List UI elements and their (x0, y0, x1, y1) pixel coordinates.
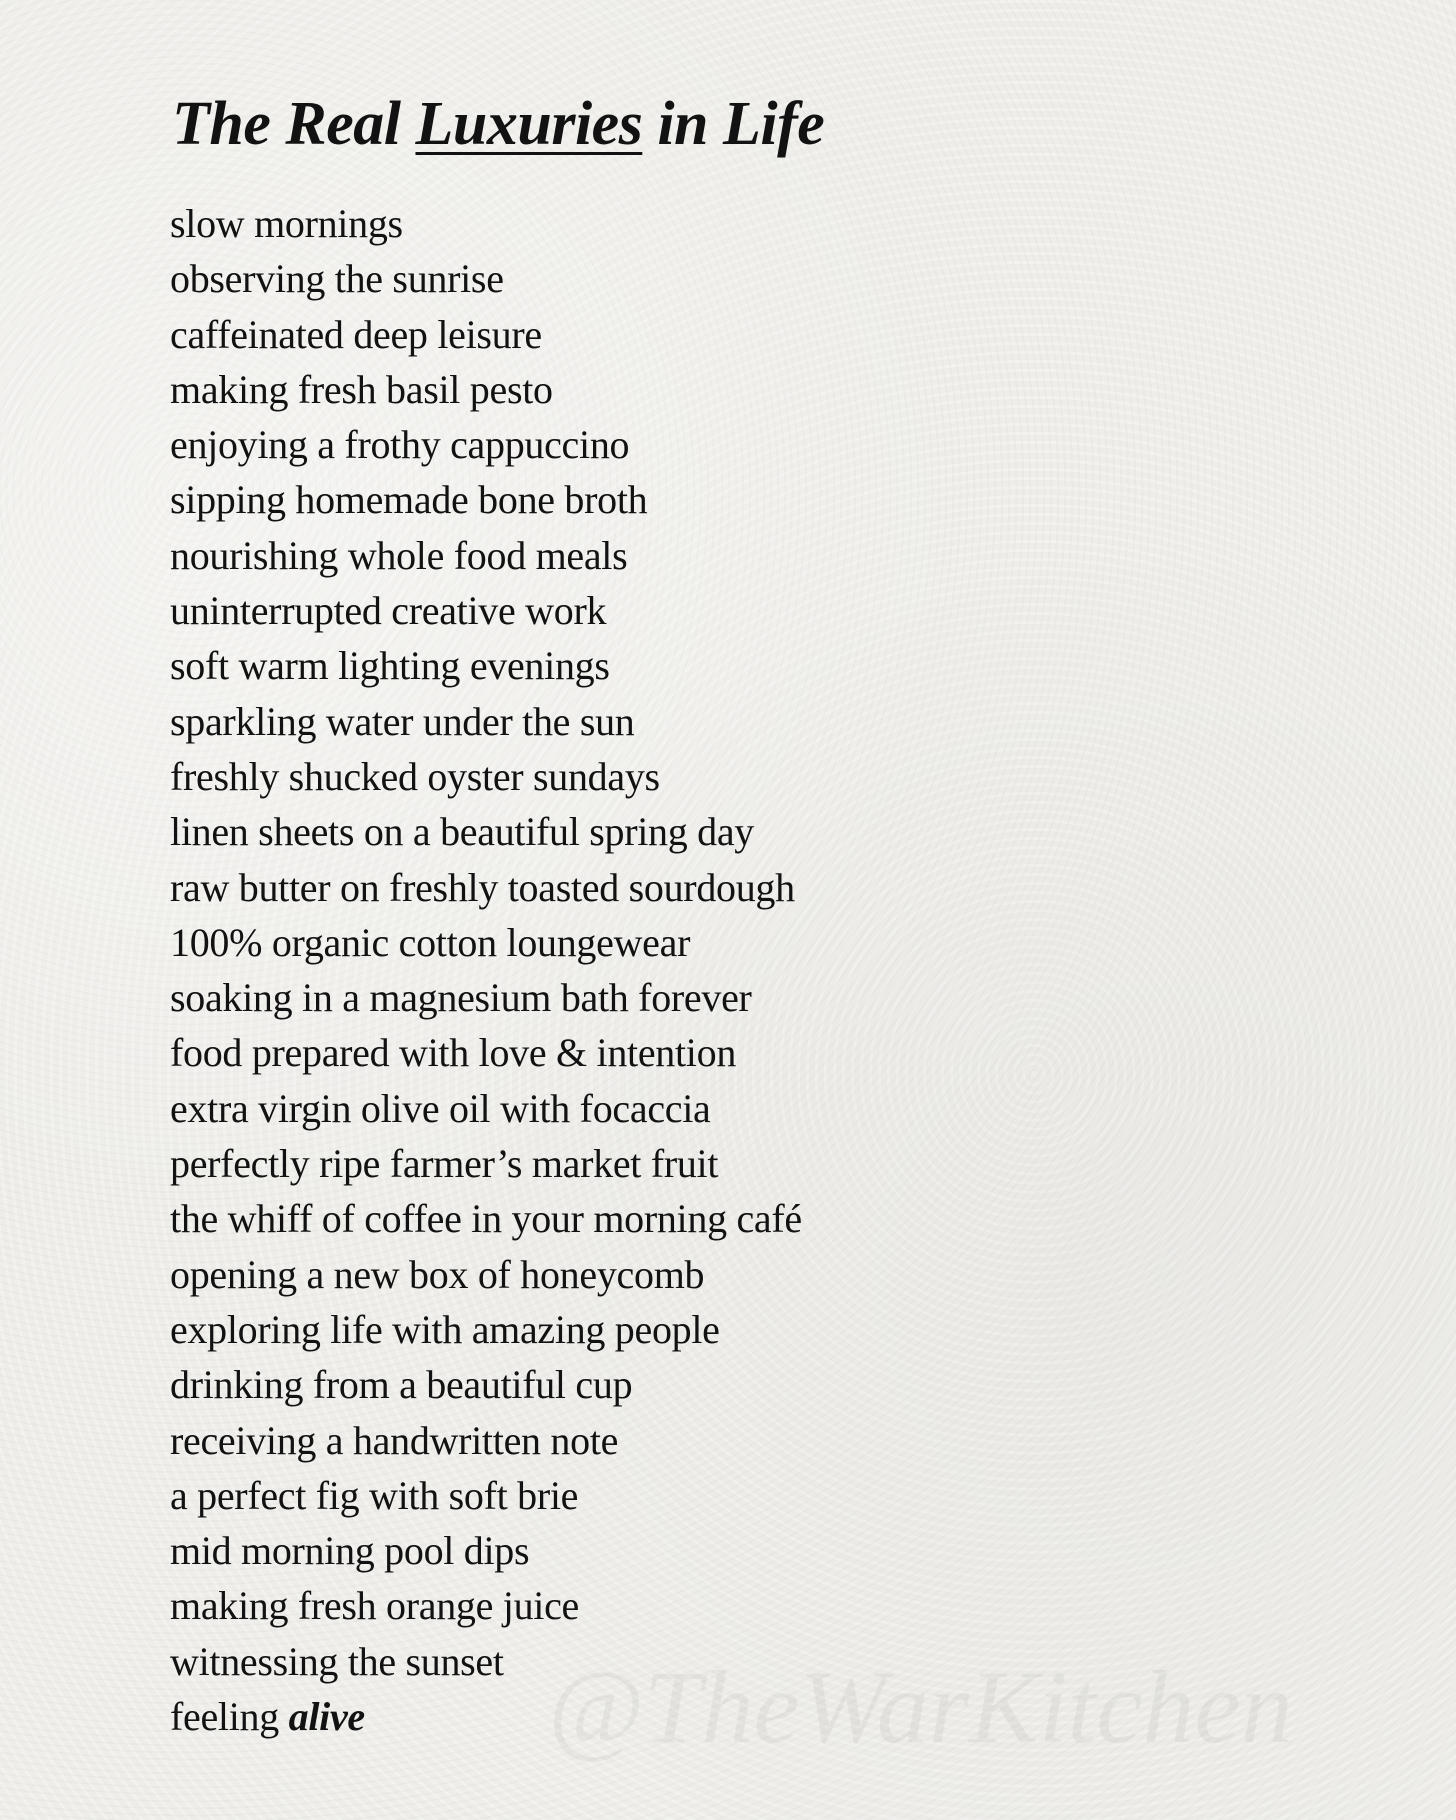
title-end: in Life (642, 90, 825, 158)
title-start: The Real (172, 90, 416, 158)
poem-line: 100% organic cotton loungewear (170, 919, 691, 965)
poem-line: observing the sunrise (170, 256, 504, 302)
poem-line: mid morning pool dips (170, 1528, 530, 1574)
page-title (172, 88, 824, 160)
poem-line: soft warm lighting evenings (170, 643, 610, 689)
poem-line: sparkling water under the sun (170, 698, 635, 744)
poem-line: the whiff of coffee in your morning café (170, 1196, 802, 1242)
poem-line: sipping homemade bone broth (170, 477, 648, 523)
poem-line: making fresh orange juice (170, 1583, 580, 1629)
poem-line: enjoying a frothy cappuccino (170, 422, 630, 468)
poem-line: a perfect fig with soft brie (170, 1472, 579, 1518)
final-line-text: feeling (170, 1694, 289, 1740)
poem-line: receiving a handwritten note (170, 1417, 619, 1463)
poem-line: exploring life with amazing people (170, 1306, 720, 1352)
poem-line: extra virgin olive oil with focaccia (170, 1085, 711, 1131)
poem-line: uninterrupted creative work (170, 588, 607, 634)
poem-list (170, 196, 802, 1744)
poem-line: food prepared with love & intention (170, 1030, 737, 1076)
poem-line: freshly shucked oyster sundays (170, 753, 660, 799)
poem-line: making fresh basil pesto (170, 366, 553, 412)
poem-line: opening a new box of honeycomb (170, 1251, 705, 1297)
final-line-emphasis: alive (288, 1694, 365, 1740)
poem-line: slow mornings (170, 201, 403, 246)
poem-line: raw butter on freshly toasted sourdough (170, 864, 795, 910)
poem-line: nourishing whole food meals (170, 532, 628, 578)
watermark: @TheWarKitchen (548, 1650, 1293, 1765)
poem-line: linen sheets on a beautiful spring day (170, 809, 755, 855)
poem-line: perfectly ripe farmer’s market fruit (170, 1141, 719, 1187)
poem-line: caffeinated deep leisure (170, 311, 542, 357)
poem-line: drinking from a beautiful cup (170, 1362, 633, 1408)
title-underlined-word: Luxuries (415, 90, 643, 158)
poem-line: soaking in a magnesium bath forever (170, 975, 752, 1021)
poem-line: witnessing the sunset (170, 1638, 504, 1684)
